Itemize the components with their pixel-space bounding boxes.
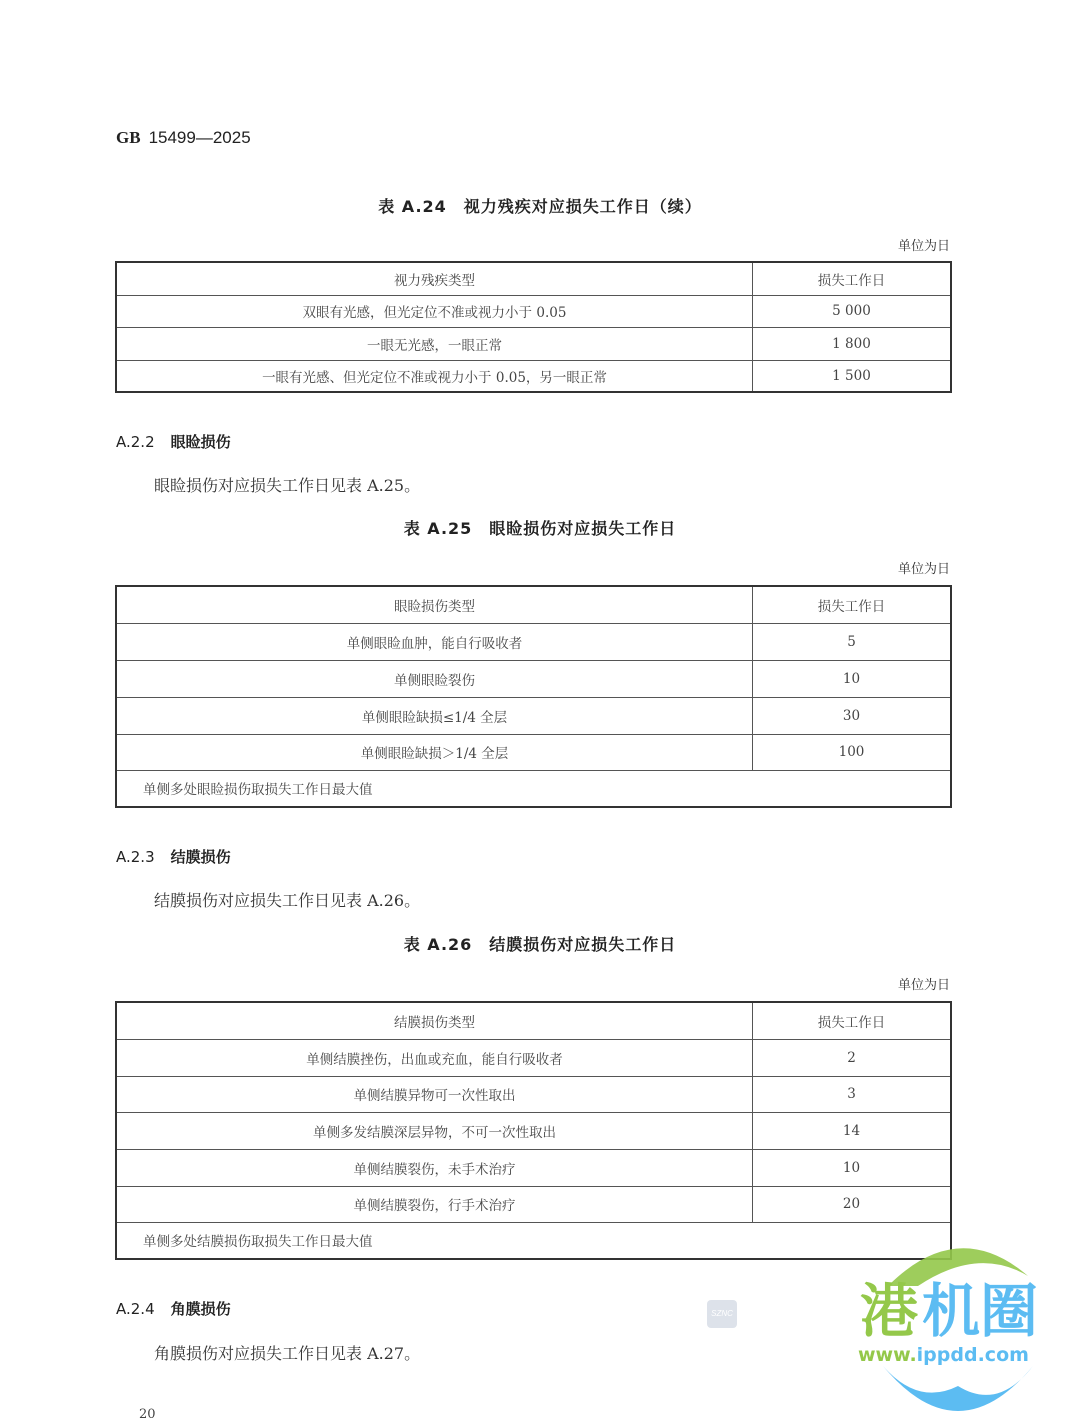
table-row [116, 327, 951, 360]
column-header: 损失工作日 [753, 262, 952, 295]
table-title: 表 A.25 眼睑损伤对应损失工作日 [403, 519, 677, 538]
injury-type-cell: 单侧眼睑血肿，能自行吸收者 [116, 623, 753, 660]
lost-days-cell: 5 000 [753, 295, 952, 327]
table-note: 单侧多处眼睑损伤取损失工作日最大值 [116, 770, 951, 807]
paragraph: 角膜损伤对应损失工作日见表 A.27。 [154, 1344, 421, 1363]
table-header-row [116, 262, 951, 295]
table-unit: 单位为日 [897, 978, 950, 993]
lost-days-cell: 30 [753, 697, 952, 734]
injury-type-cell: 单侧眼睑裂伤 [116, 660, 753, 697]
standard-prefix: GB [116, 128, 141, 147]
table-note: 单侧多处结膜损伤取损失工作日最大值 [116, 1222, 951, 1259]
lost-days-cell: 2 [753, 1039, 952, 1076]
table-row [116, 295, 951, 327]
lost-days-cell: 5 [753, 623, 952, 660]
table-header-row [116, 1002, 951, 1039]
injury-type-cell: 单侧结膜裂伤，行手术治疗 [116, 1186, 753, 1222]
table-title: 表 A.26 结膜损伤对应损失工作日 [403, 935, 677, 954]
table-header-row [116, 586, 951, 623]
injury-type-cell: 单侧眼睑缺损＞1/4 全层 [116, 734, 753, 770]
table-row [116, 1112, 951, 1149]
section-heading [116, 1298, 231, 1319]
table-a24 [115, 261, 952, 393]
section-number: A.2.3 [116, 848, 155, 866]
column-header: 眼睑损伤类型 [116, 586, 753, 623]
lost-days-cell: 10 [753, 660, 952, 697]
lost-days-cell: 1 500 [753, 360, 952, 392]
section-title: 眼睑损伤 [170, 433, 231, 451]
lost-days-cell: 1 800 [753, 327, 952, 360]
paragraph: 眼睑损伤对应损失工作日见表 A.25。 [154, 476, 421, 495]
table-title: 表 A.24 视力残疾对应损失工作日（续） [378, 197, 702, 216]
svg-text:www.ippdd.com: www.ippdd.com [858, 1344, 1029, 1366]
table-row [116, 1076, 951, 1112]
section-title: 角膜损伤 [170, 1300, 231, 1318]
column-header: 视力残疾类型 [116, 262, 753, 295]
lost-days-cell: 20 [753, 1186, 952, 1222]
injury-type-cell: 单侧眼睑缺损≤1/4 全层 [116, 697, 753, 734]
injury-type-cell: 单侧结膜裂伤，未手术治疗 [116, 1149, 753, 1186]
table-row [116, 1186, 951, 1222]
table-row [116, 734, 951, 770]
column-header: 损失工作日 [753, 1002, 952, 1039]
section-heading [116, 846, 231, 867]
lost-days-cell: 10 [753, 1149, 952, 1186]
table-unit: 单位为日 [897, 239, 950, 254]
table-row [116, 1149, 951, 1186]
section-title: 结膜损伤 [170, 848, 231, 866]
injury-type-cell: 单侧多发结膜深层异物，不可一次性取出 [116, 1112, 753, 1149]
table-a25 [115, 585, 952, 808]
svg-text:机圈: 机圈 [922, 1277, 1039, 1345]
sznc-watermark: SZNC [707, 1300, 737, 1328]
table-row [116, 697, 951, 734]
svg-text:港: 港 [860, 1277, 919, 1345]
table-note-row [116, 1222, 951, 1259]
table-row [116, 360, 951, 392]
paragraph: 结膜损伤对应损失工作日见表 A.26。 [154, 891, 421, 910]
injury-type-cell: 一眼有光感、但光定位不准或视力小于 0.05，另一眼正常 [116, 360, 753, 392]
injury-type-cell: 双眼有光感，但光定位不准或视力小于 0.05 [116, 295, 753, 327]
lost-days-cell: 14 [753, 1112, 952, 1149]
watermark-logo [858, 1236, 1058, 1426]
table-unit: 单位为日 [897, 562, 950, 577]
table-note-row [116, 770, 951, 807]
lost-days-cell: 100 [753, 734, 952, 770]
column-header: 结膜损伤类型 [116, 1002, 753, 1039]
table-row [116, 623, 951, 660]
table-row [116, 660, 951, 697]
column-header: 损失工作日 [753, 586, 952, 623]
injury-type-cell: 单侧结膜异物可一次性取出 [116, 1076, 753, 1112]
lost-days-cell: 3 [753, 1076, 952, 1112]
section-heading [116, 431, 231, 452]
injury-type-cell: 一眼无光感，一眼正常 [116, 327, 753, 360]
injury-type-cell: 单侧结膜挫伤，出血或充血，能自行吸收者 [116, 1039, 753, 1076]
table-a26 [115, 1001, 952, 1260]
standard-number [116, 128, 251, 148]
table-row [116, 1039, 951, 1076]
section-number: A.2.4 [116, 1300, 155, 1318]
standard-code: 15499—2025 [148, 128, 251, 147]
section-number: A.2.2 [116, 433, 155, 451]
page-number: 20 [139, 1407, 156, 1422]
